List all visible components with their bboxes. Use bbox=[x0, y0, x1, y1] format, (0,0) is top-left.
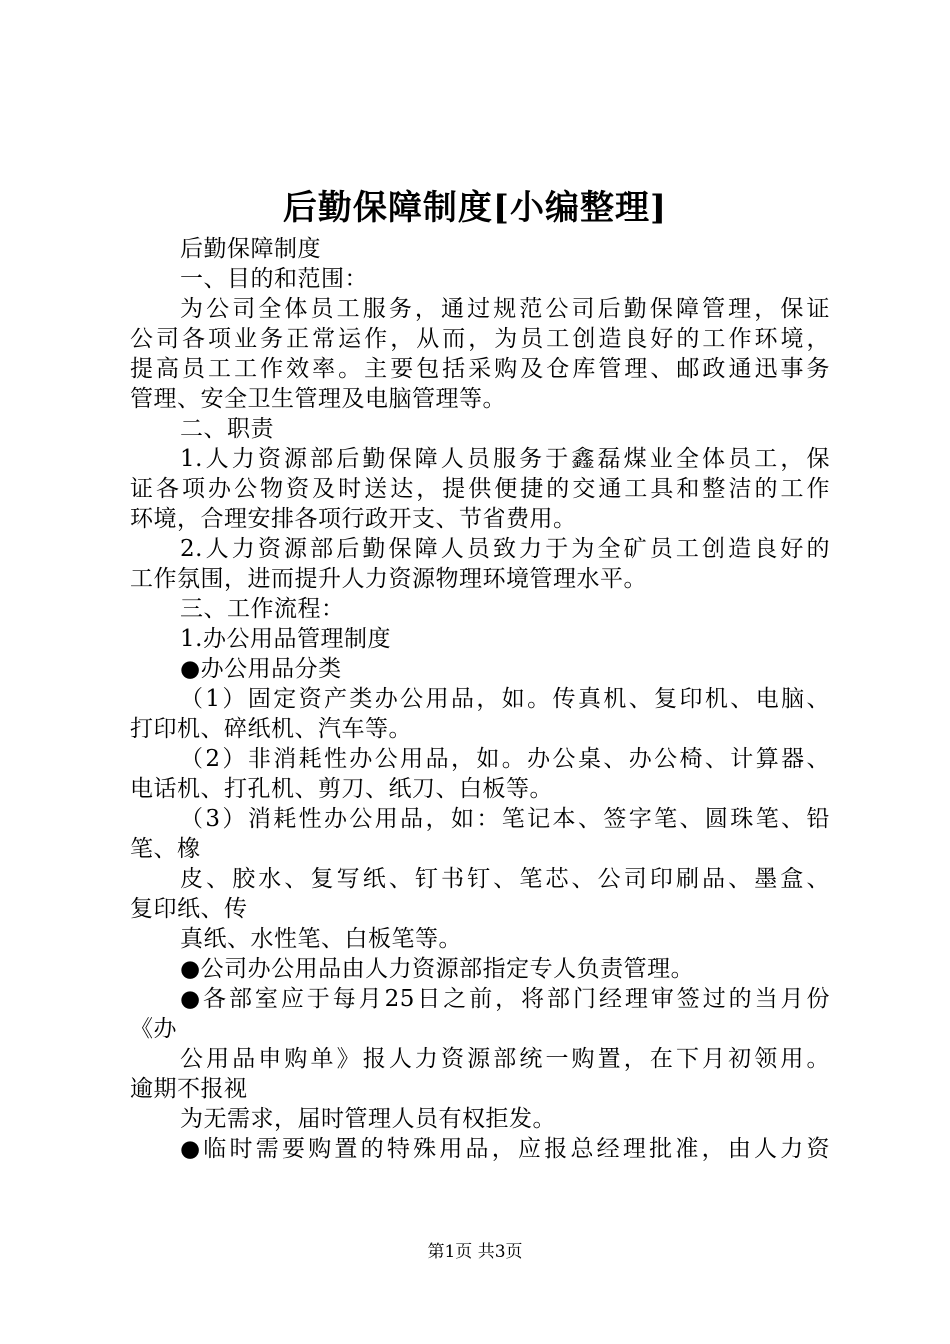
body-line: 后勤保障制度 bbox=[180, 236, 321, 262]
body-line: 《办 bbox=[130, 1016, 177, 1042]
body-line: （1）固定资产类办公用品，如。传真机、复印机、电脑、 bbox=[180, 686, 830, 712]
body-line: ●各部室应于每月25日之前，将部门经理审签过的当月份 bbox=[180, 986, 830, 1012]
body-line: 真纸、水性笔、白板笔等。 bbox=[180, 926, 462, 952]
body-line: 一、目的和范围： bbox=[180, 266, 368, 292]
body-line: 笔、橡 bbox=[130, 836, 201, 862]
document-body bbox=[130, 234, 830, 1164]
body-line: 逾期不报视 bbox=[130, 1076, 248, 1102]
body-line: 2.人力资源部后勤保障人员致力于为全矿员工创造良好的 bbox=[180, 536, 830, 562]
body-line: 为无需求，届时管理人员有权拒发。 bbox=[180, 1106, 556, 1132]
body-line: 公用品申购单》报人力资源部统一购置，在下月初领用。 bbox=[180, 1046, 830, 1072]
body-line: 1.人力资源部后勤保障人员服务于鑫磊煤业全体员工，保 bbox=[180, 446, 830, 472]
body-line: 环境，合理安排各项行政开支、节省费用。 bbox=[130, 506, 577, 532]
body-line: 工作氛围，进而提升人力资源物理环境管理水平。 bbox=[130, 566, 647, 592]
body-line: 1.办公用品管理制度 bbox=[180, 626, 391, 652]
body-line: ●办公用品分类 bbox=[180, 656, 342, 682]
body-line: 公司各项业务正常运作，从而，为员工创造良好的工作环境， bbox=[130, 326, 830, 352]
body-line: 提高员工工作效率。主要包括采购及仓库管理、邮政通迅事务 bbox=[130, 356, 830, 382]
document-title: 后勤保障制度[小编整理] bbox=[282, 188, 668, 228]
body-line: 管理、安全卫生管理及电脑管理等。 bbox=[130, 386, 506, 412]
body-line: （2）非消耗性办公用品，如。办公桌、办公椅、计算器、 bbox=[180, 746, 830, 772]
body-line: 复印纸、传 bbox=[130, 896, 248, 922]
body-line: ●临时需要购置的特殊用品，应报总经理批准，由人力资 bbox=[180, 1136, 830, 1162]
body-line: ●公司办公用品由人力资源部指定专人负责管理。 bbox=[180, 956, 695, 982]
body-line: （3）消耗性办公用品，如：笔记本、签字笔、圆珠笔、铅 bbox=[180, 806, 830, 832]
body-line: 打印机、碎纸机、汽车等。 bbox=[130, 716, 412, 742]
body-line: 二、职责 bbox=[180, 416, 274, 442]
body-line: 为公司全体员工服务，通过规范公司后勤保障管理，保证 bbox=[180, 296, 830, 322]
body-line: 皮、胶水、复写纸、钉书钉、笔芯、公司印刷品、墨盒、 bbox=[180, 866, 830, 892]
body-line: 证各项办公物资及时送达，提供便捷的交通工具和整洁的工作 bbox=[130, 476, 830, 502]
page-footer: 第1页 共3页 bbox=[427, 1242, 523, 1262]
body-line: 三、工作流程： bbox=[180, 596, 345, 622]
body-line: 电话机、打孔机、剪刀、纸刀、白板等。 bbox=[130, 776, 553, 802]
